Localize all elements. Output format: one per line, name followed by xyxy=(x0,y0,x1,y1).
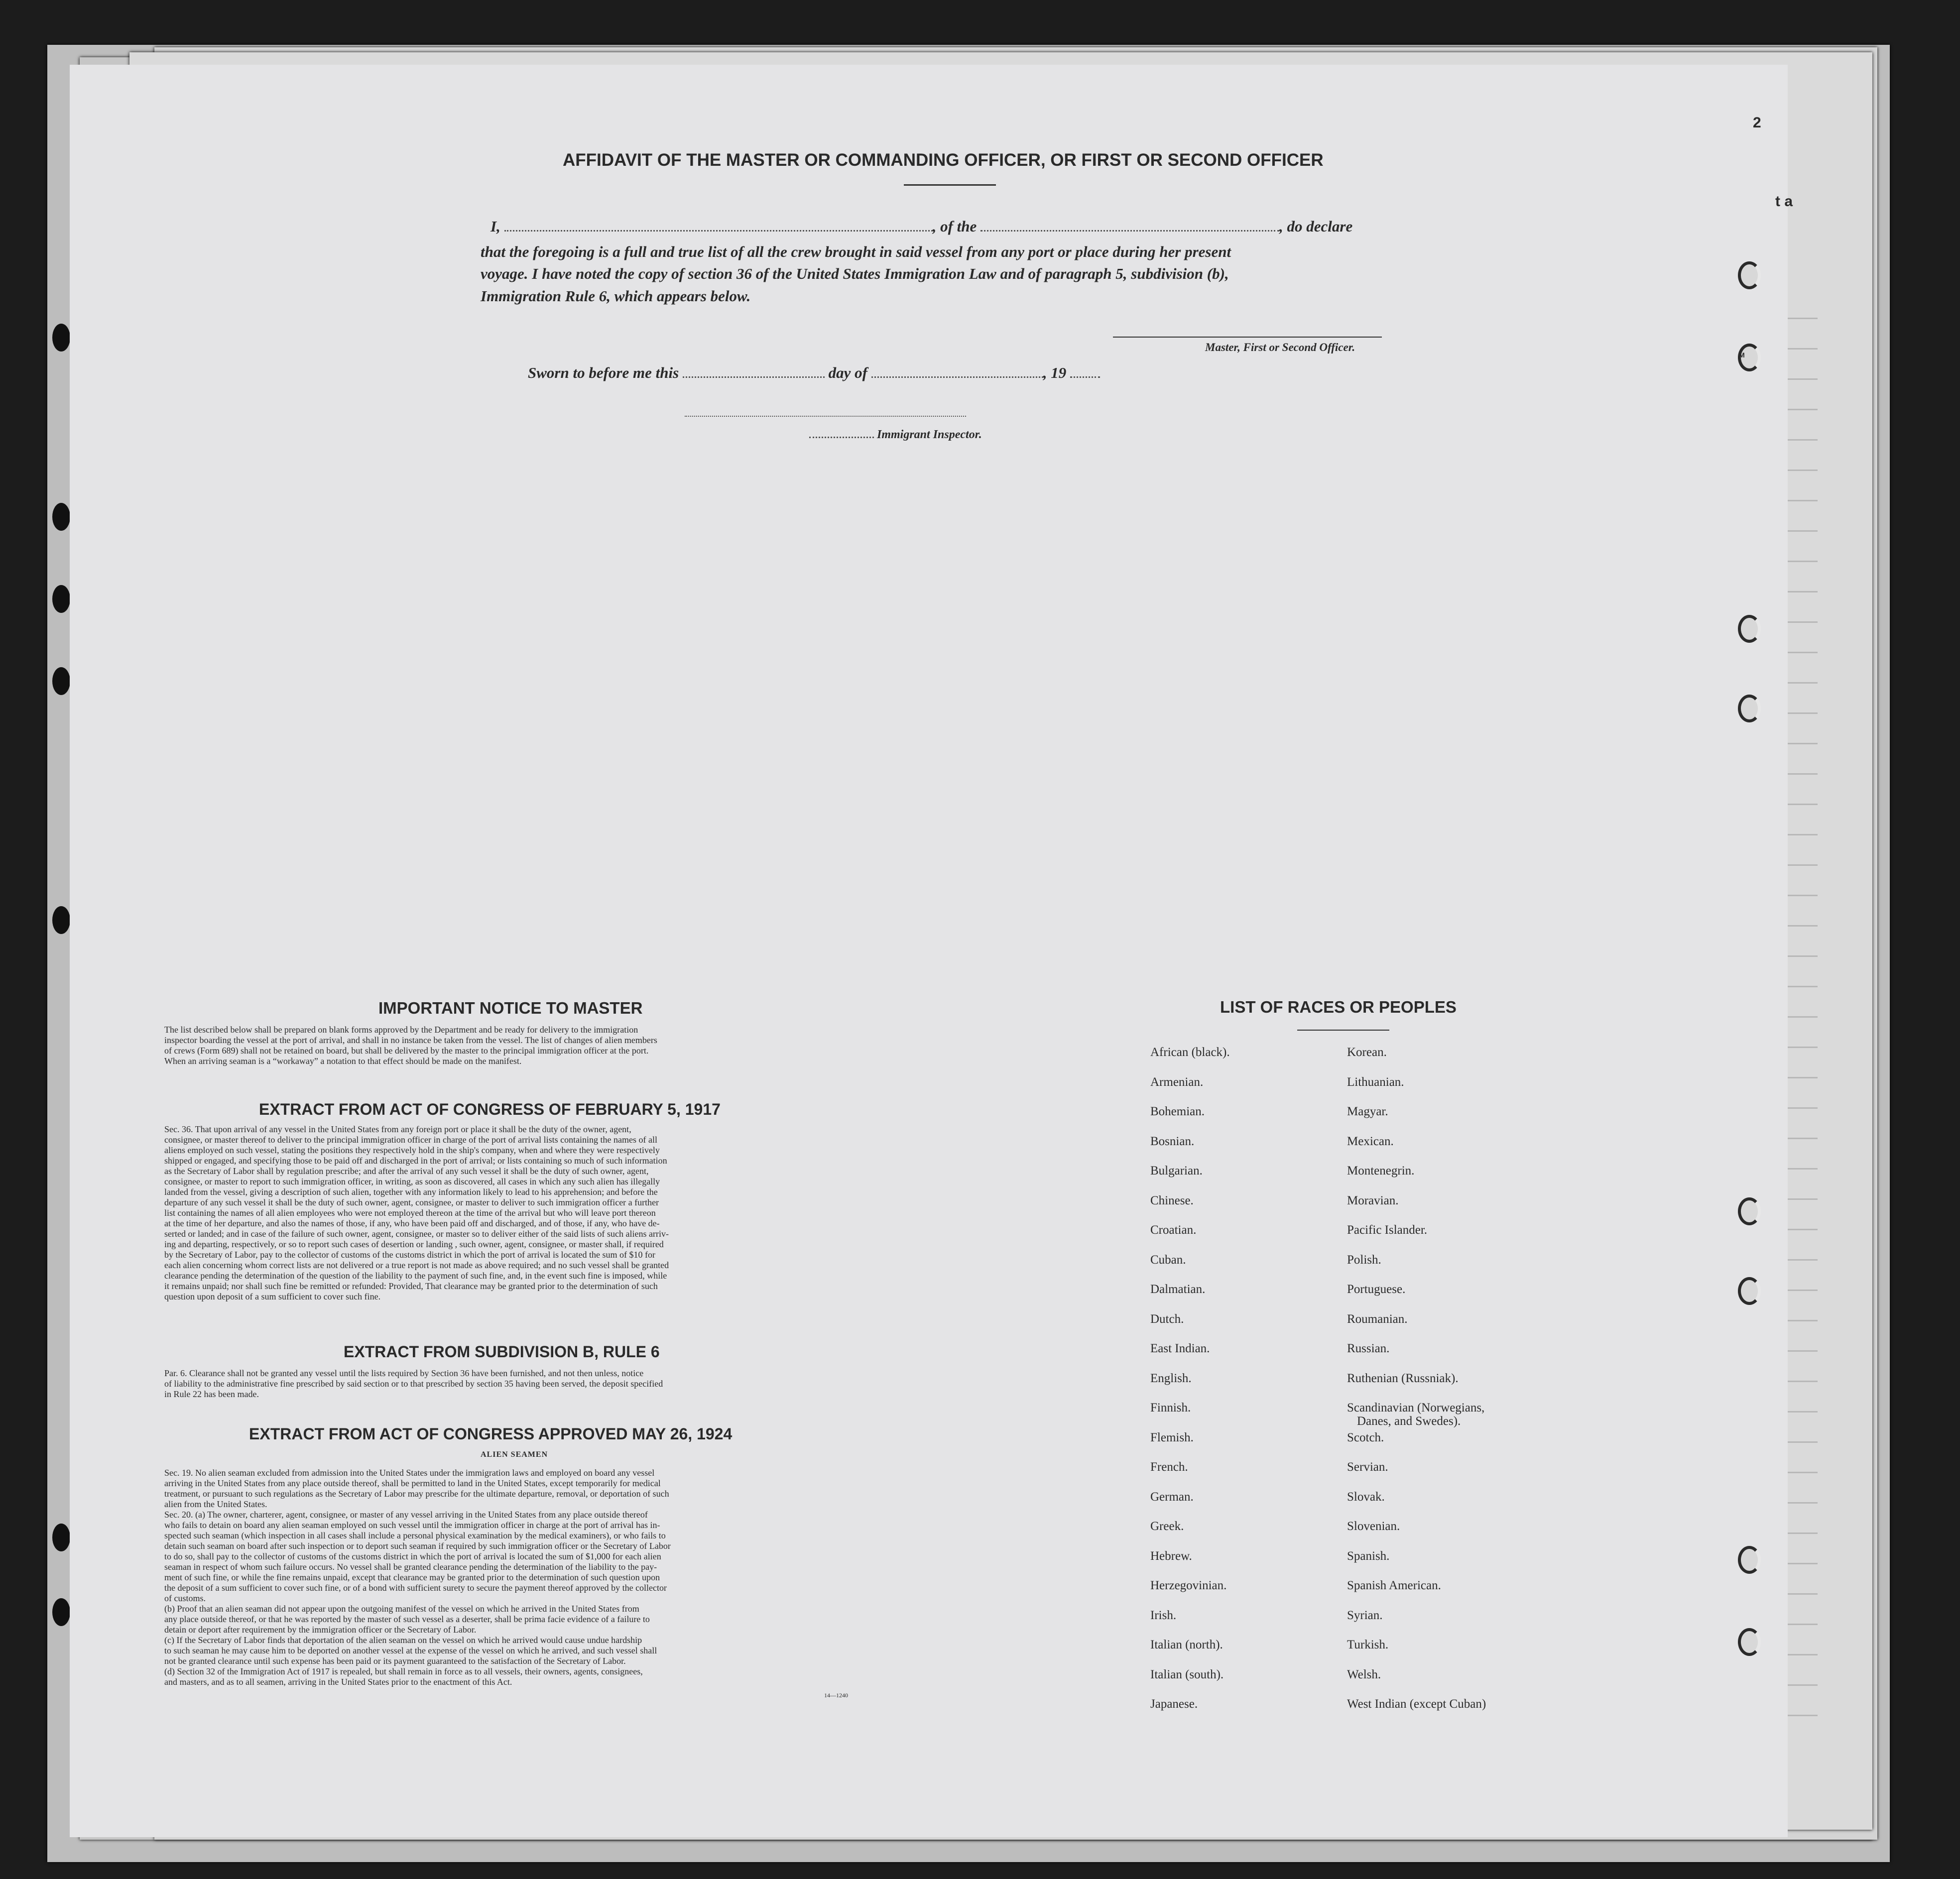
race-item: African (black). xyxy=(1150,1046,1230,1059)
race-item: Polish. xyxy=(1347,1253,1381,1267)
extract-1924-text xyxy=(164,1468,886,1687)
text-line: When an arriving seaman is a “workaway” a notation to that effect should be made on the manifest. xyxy=(164,1056,522,1066)
binder-ring xyxy=(1738,1197,1761,1225)
race-item: Chinese. xyxy=(1150,1193,1194,1207)
inspector-line xyxy=(685,416,966,417)
race-item: Croatian. xyxy=(1150,1223,1197,1237)
affidavit-title: AFFIDAVIT OF THE MASTER OR COMMANDING OFFICER, OR FIRST OR SECOND OFFICER xyxy=(563,150,1324,170)
race-item: Lithuanian. xyxy=(1347,1075,1404,1089)
race-item: Italian (south). xyxy=(1150,1667,1224,1681)
race-item: Bulgarian. xyxy=(1150,1164,1203,1177)
text-line: Sec. 20. (a) The owner, charterer, agent, consignee, or master of any vessel arriving in the United States from any place outside thereof xyxy=(164,1510,648,1520)
text-line: Sec. 36. That upon arrival of any vessel in the United States from any foreign port or place it shall be the duty of the owner, agent, xyxy=(164,1124,631,1134)
notice-title: IMPORTANT NOTICE TO MASTER xyxy=(378,999,643,1017)
punch-hole xyxy=(52,324,70,352)
affidavit-line3: voyage. I have noted the copy of section 36 of the United States Immigration Law and of paragraph 5, subdivision (b), xyxy=(481,265,1229,282)
rule6-title: EXTRACT FROM SUBDIVISION B, RULE 6 xyxy=(344,1343,660,1361)
text-line: alien from the United States. xyxy=(164,1499,267,1509)
punch-hole xyxy=(52,1598,70,1626)
race-item: French. xyxy=(1150,1460,1188,1474)
binder-ring xyxy=(1738,615,1761,643)
text-line: landed from the vessel, giving a description of such alien, together with any information likely to lead to his apprehension; and before the xyxy=(164,1187,658,1197)
text-line: inspector boarding the vessel at the port of arrival, and shall in no instance be taken from the vessel. The list of changes of alien members xyxy=(164,1035,657,1045)
races-title: LIST OF RACES OR PEOPLES xyxy=(1220,998,1457,1016)
binder-ring xyxy=(1738,1546,1761,1574)
binder-ring xyxy=(1738,261,1761,289)
punch-hole xyxy=(52,1524,70,1551)
text-line: by the Secretary of Labor, pay to the collector of customs of the customs district in which the port of arrival is located the sum of $10 for xyxy=(164,1250,656,1260)
text-line: seaman in respect of whom such failure occurs. No vessel shall be granted clearance pending the determination of the liability to the pay- xyxy=(164,1562,657,1572)
race-item: Magyar. xyxy=(1347,1105,1388,1118)
inspector-label: Immigrant Inspector. xyxy=(809,428,982,442)
race-item: Hebrew. xyxy=(1150,1549,1192,1563)
race-item: Pacific Islander. xyxy=(1347,1223,1428,1237)
punch-hole xyxy=(52,667,70,695)
race-item: Montenegrin. xyxy=(1347,1164,1415,1177)
text-line: The list described below shall be prepared on blank forms approved by the Department and be ready for delivery to the immigration xyxy=(164,1025,638,1035)
race-item: Ruthenian (Russniak). xyxy=(1347,1371,1459,1385)
text-line: ment of such fine, or while the fine remains unpaid, except that clearance may be granted prior to the determination of such question upon xyxy=(164,1572,660,1582)
race-item: Welsh. xyxy=(1347,1667,1381,1681)
text-line: detain such seaman on board after such inspection or to deport such seaman if required by such immigration officer or the Secretary of Labor xyxy=(164,1541,671,1551)
text-line: (d) Section 32 of the Immigration Act of 1917 is repealed, but shall remain in force as to all vessels, their owners, agents, consignees, xyxy=(164,1666,643,1676)
race-item: Russian. xyxy=(1347,1342,1390,1355)
text-line: ing and departing, respectively, or so to report such cases of desertion or landing , such owner, agent, consignee, or master shall, if required xyxy=(164,1239,664,1249)
text-line: in Rule 22 has been made. xyxy=(164,1389,259,1399)
race-item: Bohemian. xyxy=(1150,1105,1205,1118)
extract-1917-text xyxy=(164,1124,886,1302)
race-item: Slovak. xyxy=(1347,1490,1385,1504)
punch-hole xyxy=(52,585,70,613)
sworn-line: Sworn to before me this day of , 19 xyxy=(528,364,1100,382)
extract-1917-title: EXTRACT FROM ACT OF CONGRESS OF FEBRUARY 5, 1917 xyxy=(259,1100,721,1118)
punch-hole xyxy=(52,906,70,934)
race-item: Slovenian. xyxy=(1347,1520,1400,1533)
race-item: Mexican. xyxy=(1347,1134,1394,1148)
race-item: German. xyxy=(1150,1490,1194,1504)
text-line: any place outside thereof, or that he was reported by the master of such vessel as a deserter, shall be prima facie evidence of a failure to xyxy=(164,1614,650,1624)
divider xyxy=(904,184,996,186)
race-item: Irish. xyxy=(1150,1608,1177,1622)
text-line: detain or deport after requirement by the immigration officer or the Secretary of Labor. xyxy=(164,1625,477,1635)
race-item: Dalmatian. xyxy=(1150,1283,1206,1296)
race-item: Portuguese. xyxy=(1347,1283,1406,1296)
text-line: question upon deposit of a sum sufficient to cover such fine. xyxy=(164,1292,381,1301)
race-item: Servian. xyxy=(1347,1460,1388,1474)
text-line: arriving in the United States from any place outside thereof, shall be permitted to land in the United States, except temporarily for medical xyxy=(164,1478,661,1488)
ruled-edge xyxy=(1783,289,1818,1733)
race-item: English. xyxy=(1150,1371,1192,1385)
binder-ring xyxy=(1738,1277,1761,1305)
text-line: it remains unpaid; nor shall such fine be remitted or refunded: Provided, That clearance may be granted prior to the determination of such xyxy=(164,1281,658,1291)
race-item: Armenian. xyxy=(1150,1075,1204,1089)
text-line: to such seaman he may cause him to be deported on another vessel at the expense of the vessel on which he arrived, and such vessel shall xyxy=(164,1645,657,1655)
race-item: Italian (north). xyxy=(1150,1638,1223,1651)
text-line: as the Secretary of Labor shall by regulation prescribe; and after the arrival of any such vessel it shall be the duty of such owner, agent, xyxy=(164,1166,649,1176)
text-line: the deposit of a sum sufficient to cover such fine, or of a bond with sufficient surety to secure the payment thereof approved by the collector xyxy=(164,1583,667,1593)
text-line: at the time of her departure, and also the names of those, if any, who have been paid off and discharged, and of those, if any, who have de- xyxy=(164,1218,660,1228)
race-item: Flemish. xyxy=(1150,1430,1194,1444)
signature-line xyxy=(1113,337,1382,338)
binder-ring xyxy=(1738,1628,1761,1656)
affidavit-line1: I, , of the , do declare xyxy=(490,218,1353,235)
text-line: treatment, or pursuant to such regulations as the Secretary of Labor may prescribe for the ultimate departure, removal, or deportation of such xyxy=(164,1489,669,1499)
race-item: Greek. xyxy=(1150,1520,1184,1533)
race-item: Roumanian. xyxy=(1347,1312,1408,1326)
text-line: serted or landed; and in case of the failure of such owner, agent, consignee, or master so to deliver either of the said lists of such aliens arriv- xyxy=(164,1229,669,1239)
race-item-continuation: Danes, and Swedes). xyxy=(1357,1414,1461,1428)
race-item: Spanish American. xyxy=(1347,1579,1441,1592)
race-item: Herzegovinian. xyxy=(1150,1579,1227,1592)
text-line: of crews (Form 689) shall not be retained on board, but shall be delivered by the master to the principal immigration officer at the port. xyxy=(164,1046,649,1056)
race-item: East Indian. xyxy=(1150,1342,1210,1355)
text-line: Sec. 19. No alien seaman excluded from admission into the United States under the immigration laws and employed on board any vessel xyxy=(164,1468,655,1478)
text-line: spected such seaman (which inspection in all cases shall include a personal physical examination by the medical examiners), or who fails to xyxy=(164,1530,666,1540)
text-line: shipped or engaged, and specifying those to be paid off and discharged in the port of arrival; or lists containing so much of such information xyxy=(164,1156,667,1166)
notice-text xyxy=(164,1025,886,1066)
margin-fragment: t a xyxy=(1775,193,1793,210)
signature-label: Master, First or Second Officer. xyxy=(1205,341,1355,353)
race-item: Scandinavian (Norwegians, xyxy=(1347,1401,1485,1414)
text-line: who fails to detain on board any alien seaman employed on such vessel until the immigration officer in charge at the port of arrival has in- xyxy=(164,1520,660,1530)
margin-fragment: M xyxy=(1739,351,1745,359)
race-item: Syrian. xyxy=(1347,1608,1383,1622)
text-line: each alien concerning whom correct lists are not delivered or a true report is not made as above required; and no such vessel shall be granted xyxy=(164,1260,669,1270)
text-line: of liability to the administrative fine prescribed by said section or to that prescribed by section 35 having been served, the deposit specified xyxy=(164,1379,663,1389)
text-line: list containing the names of all alien employees who were not employed thereon at the time of the arrival but who will leave port thereon xyxy=(164,1208,656,1218)
text-line: (c) If the Secretary of Labor finds that deportation of the alien seaman on the vessel on which he arrived would cause undue hardship xyxy=(164,1635,642,1645)
alien-seamen-subtitle: ALIEN SEAMEN xyxy=(481,1450,548,1459)
race-item: Turkish. xyxy=(1347,1638,1389,1651)
race-item: West Indian (except Cuban) xyxy=(1347,1697,1486,1711)
binder-ring xyxy=(1738,695,1761,722)
text-line: (b) Proof that an alien seaman did not appear upon the outgoing manifest of the vessel on which he arrived in the United States from xyxy=(164,1604,639,1614)
text-line: and masters, and as to all seamen, arriving in the United States prior to the enactment of this Act. xyxy=(164,1677,512,1687)
race-item: Cuban. xyxy=(1150,1253,1186,1267)
rule6-text xyxy=(164,1368,886,1400)
form-number: 14—1240 xyxy=(824,1692,848,1699)
affidavit-line4: Immigration Rule 6, which appears below. xyxy=(481,287,751,305)
text-line: consignee, or master thereof to deliver to the principal immigration officer in charge of the port of arrival lists containing the names of all xyxy=(164,1135,658,1145)
text-line: to do so, shall pay to the collector of customs of the customs district in which the port of arrival is located the sum of $1,000 for each alien xyxy=(164,1551,661,1561)
text-line: not be granted clearance until such expense has been paid or its payment guaranteed to the satisfaction of the Secretary of Labor. xyxy=(164,1656,626,1666)
divider xyxy=(1297,1030,1389,1031)
race-item: Finnish. xyxy=(1150,1401,1191,1414)
race-item: Korean. xyxy=(1347,1046,1387,1059)
text-line: aliens employed on such vessel, stating the positions they respectively hold in the ship's company, when and where they were respectively xyxy=(164,1145,660,1155)
text-line: clearance pending the determination of the question of the liability to the payment of such fine, and, in the event such fine is imposed, while xyxy=(164,1271,667,1281)
text-line: Par. 6. Clearance shall not be granted any vessel until the lists required by Section 36 have been furnished, and not then unless, notice xyxy=(164,1368,644,1378)
race-item: Spanish. xyxy=(1347,1549,1390,1563)
race-item: Bosnian. xyxy=(1150,1134,1195,1148)
affidavit-line2: that the foregoing is a full and true list of all the crew brought in said vessel from any port or place during her present xyxy=(481,243,1231,260)
text-line: consignee, or master to report to such immigration officer, in writing, as soon as discovered, all cases in which any such alien has illegally xyxy=(164,1176,660,1186)
text-line: departure of any such vessel it shall be the duty of such owner, agent, consignee, or master to deliver to such immigration officer a further xyxy=(164,1197,659,1207)
extract-1924-title: EXTRACT FROM ACT OF CONGRESS APPROVED MAY 26, 1924 xyxy=(249,1425,733,1443)
punch-hole xyxy=(52,503,70,531)
text-line: of customs. xyxy=(164,1593,206,1603)
race-item: Japanese. xyxy=(1150,1697,1198,1711)
page-number: 2 xyxy=(1753,115,1761,131)
race-item: Moravian. xyxy=(1347,1193,1399,1207)
race-item: Scotch. xyxy=(1347,1430,1384,1444)
race-item: Dutch. xyxy=(1150,1312,1184,1326)
